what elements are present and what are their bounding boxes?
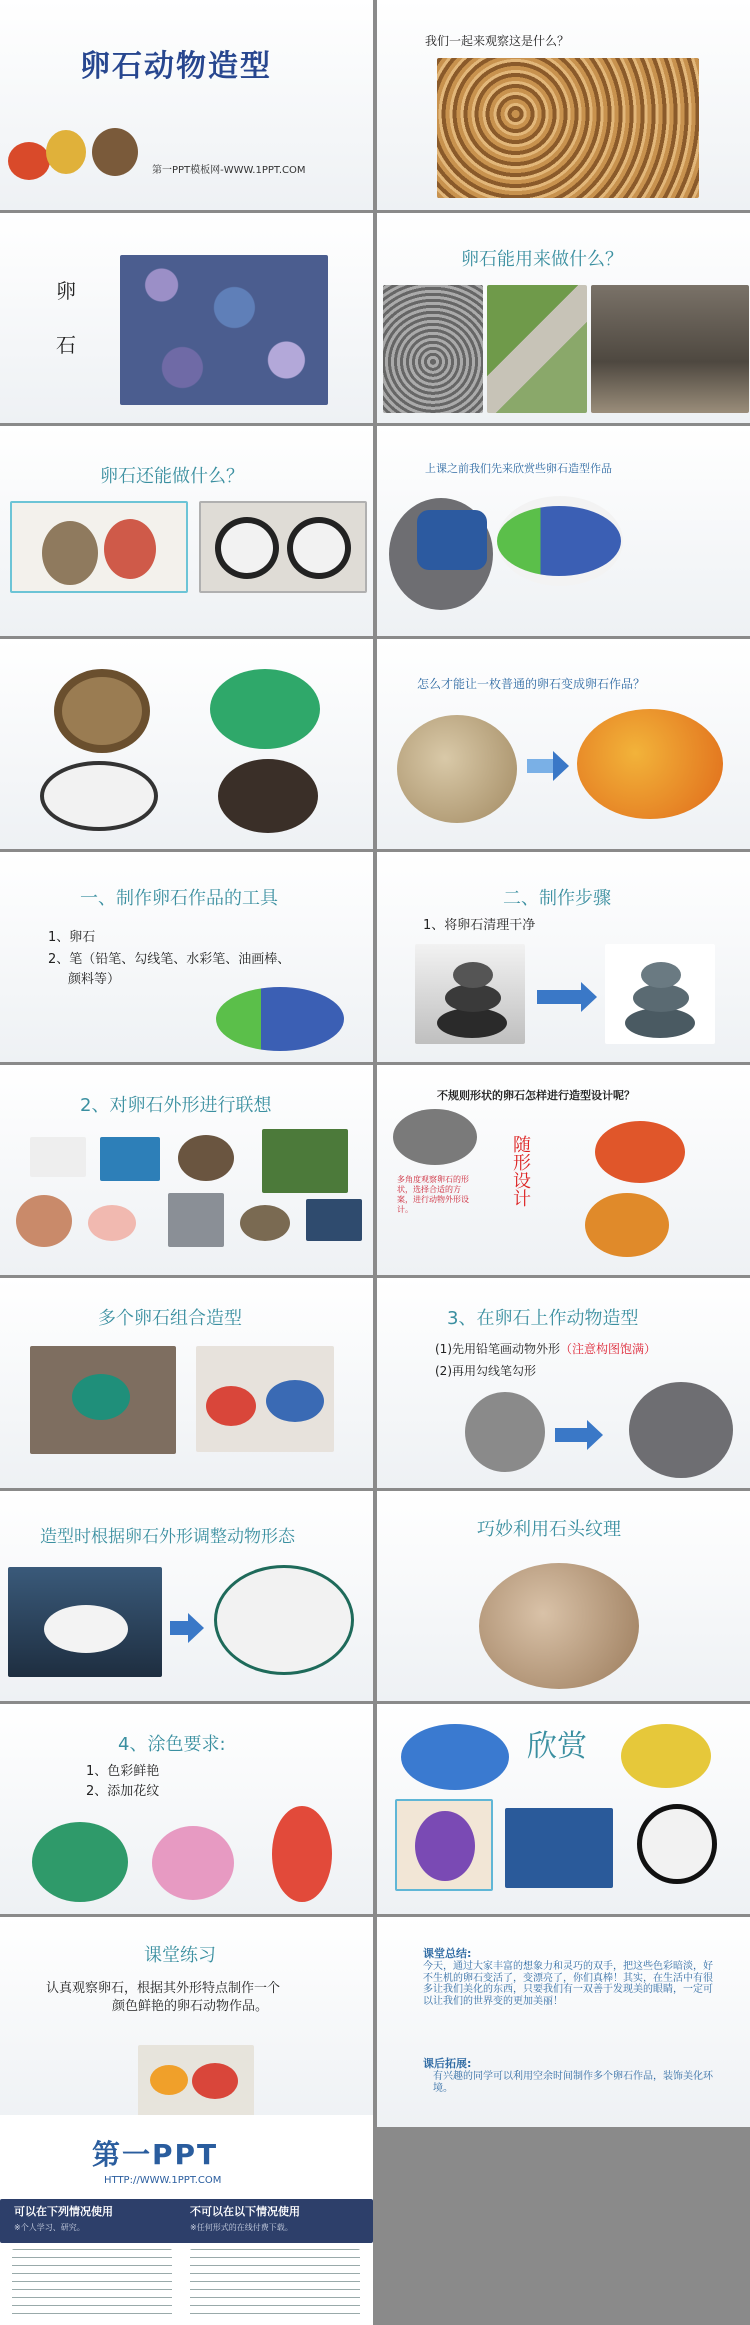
birds-stone-photo: [505, 1808, 613, 1888]
swan-stone: [214, 1565, 354, 1675]
colorful-stone: [272, 1806, 332, 1902]
elephant-stone: [401, 1724, 509, 1790]
tiger-stone: [621, 1724, 711, 1788]
plain-pebble: [397, 715, 517, 823]
slide-6: [377, 426, 750, 636]
painted-stone: [92, 128, 138, 176]
slide-heading: 不规则形状的卵石怎样进行造型设计呢？: [437, 1089, 635, 1102]
slide-heading: 2、对卵石外形进行联想: [80, 1095, 272, 1116]
slide-11: [0, 1065, 373, 1275]
elephant-photo: [168, 1193, 224, 1247]
exercise-text: 颜色鲜艳的卵石动物作品。: [112, 1999, 269, 2014]
usage-band: [0, 2199, 373, 2243]
pebble-mosaic-photo: [383, 285, 483, 413]
allowed-heading: 可以在下列情况使用: [14, 2205, 113, 2218]
swan-photo: [306, 1199, 362, 1241]
slide-heading: 上课之前我们先来欣赏些卵石造型作品: [425, 462, 612, 475]
slide-14: [377, 1278, 750, 1488]
vertical-label: 随形设计: [510, 1135, 531, 1207]
panda-stone: [637, 1804, 717, 1884]
snake-photo: [178, 1135, 234, 1181]
subtitle: 第一PPT模板网-WWW.1PPT.COM: [152, 165, 306, 176]
list-item: 2、添加花纹: [86, 1784, 160, 1799]
arrow-icon: [170, 1621, 190, 1635]
vertical-char-1: 卵: [56, 279, 76, 303]
animal-stone: [585, 1193, 669, 1257]
slide-heading: 课堂练习: [144, 1945, 216, 1966]
brand-logo: 第一PPT: [92, 2138, 219, 2171]
slide-heading: 造型时根据卵石外形调整动物形态: [40, 1527, 295, 1547]
fish-stone: [595, 1121, 685, 1183]
slide-3: [0, 213, 373, 423]
painted-fish-pebble: [577, 709, 723, 819]
empty-area: [377, 2130, 750, 2325]
instruction: (1)先用铅笔画动物外形（注意构图饱满）: [435, 1342, 657, 1356]
painted-stone: [46, 130, 86, 174]
slide-19: [0, 1917, 373, 2127]
slide-heading: 卵石还能做什么？: [100, 466, 244, 487]
slide-16: [377, 1491, 750, 1701]
colorful-stone: [152, 1826, 234, 1900]
swan-photo: [8, 1567, 162, 1677]
list-item: 2、笔（铅笔、勾线笔、水彩笔、油画棒、: [48, 952, 291, 967]
elephant-stone: [629, 1382, 733, 1478]
presentation-title: 卵石动物造型: [80, 49, 272, 84]
slide-5: [0, 426, 373, 636]
pebbles-photo: [437, 58, 699, 198]
pig-photo: [88, 1205, 136, 1241]
link-list-left: [12, 2249, 172, 2319]
link-list-right: [190, 2249, 360, 2319]
fish-stone: [497, 506, 621, 576]
slide-heading: 卵石能用来做什么？: [461, 249, 623, 270]
owl-stone-framed: [395, 1799, 493, 1891]
slide-10: [377, 852, 750, 1062]
slide-17: [0, 1704, 373, 1914]
slide-heading: 4、涂色要求:: [118, 1734, 226, 1755]
purple-pebbles-photo: [120, 255, 328, 405]
slide-12: [377, 1065, 750, 1275]
summary-heading: 课堂总结:: [423, 1947, 472, 1960]
slide-heading: 一、制作卵石作品的工具: [80, 888, 278, 909]
list-item: 颜料等）: [68, 972, 121, 987]
painted-stone: [8, 142, 50, 180]
dog-stone: [40, 761, 158, 831]
slide-heading: 3、在卵石上作动物造型: [447, 1308, 639, 1329]
textured-stone-photo: [479, 1563, 639, 1689]
elephant-ear: [417, 510, 487, 570]
list-item: 1、色彩鲜艳: [86, 1764, 160, 1779]
rock-photo: [393, 1109, 477, 1165]
hedgehog-photo: [240, 1205, 290, 1241]
turtle-stones-photo: [30, 1346, 176, 1454]
panda-stones-photo: [199, 501, 367, 593]
instruction: (2)再用勾线笔勾形: [435, 1364, 536, 1378]
panda-photo: [262, 1129, 348, 1193]
slide-4: [377, 213, 750, 423]
brand-url: HTTP://WWW.1PPT.COM: [104, 2175, 222, 2186]
slide-heading: 怎么才能让一枚普通的卵石变成卵石作品？: [417, 677, 646, 691]
pebble-path-photo: [487, 285, 587, 413]
dirty-stones-photo: [415, 944, 525, 1044]
summary-text: 今天，通过大家丰富的想象力和灵巧的双手，把这些色彩暗淡，好不生机的卵石变活了，变漂亮了，你们真棒！其实，在生活中有很多让我们美化的东西，只要我们有一双善于发现美的眼睛，一定可以让我们的世界变的更加美丽！: [423, 1961, 713, 2007]
slide-20: [377, 1917, 750, 2127]
design-note: 多角度观察卵石的形状，选择合适的方案，进行动物外形设计。: [397, 1175, 469, 1214]
cat-family-stone: [54, 669, 150, 753]
ladybug-stones: [210, 669, 320, 749]
slide-1-title: [0, 0, 373, 210]
footer-slide: [0, 2115, 373, 2325]
fish-stone: [216, 987, 344, 1051]
step-text: 1、将卵石清理干净: [423, 918, 536, 933]
extension-heading: 课后拓展:: [423, 2057, 472, 2070]
cat-photo: [30, 1137, 86, 1177]
slide-8: [377, 639, 750, 849]
question-text: 我们一起来观察这是什么？: [425, 34, 570, 48]
clean-stones-photo: [605, 944, 715, 1044]
stone-house-photo: [591, 285, 749, 413]
arrow-icon: [555, 1428, 589, 1442]
slide-heading: 多个卵石组合造型: [98, 1308, 242, 1329]
owl-stones-photo: [10, 501, 188, 593]
arrow-icon: [527, 759, 555, 773]
allowed-note: ※个人学习、研究。: [14, 2223, 85, 2232]
exercise-text: 认真观察卵石，根据其外形特点制作一个: [46, 1981, 281, 1996]
slide-heading: 巧妙利用石头纹理: [477, 1519, 621, 1540]
sketched-stone: [465, 1392, 545, 1472]
not-allowed-note: ※任何形式的在线付费下载。: [190, 2223, 293, 2232]
cats-stone: [218, 759, 318, 833]
list-item: 1、卵石: [48, 930, 96, 945]
painted-stones-photo: [138, 2045, 254, 2125]
slide-heading: 欣赏: [527, 1729, 587, 1764]
extension-text: 有兴趣的同学可以利用空余时间制作多个卵石作品，装饰美化环境。: [433, 2071, 713, 2094]
slide-18: [377, 1704, 750, 1914]
slide-13: [0, 1278, 373, 1488]
fish-stones-photo: [196, 1346, 334, 1452]
stone-photo: [16, 1195, 72, 1247]
slide-2: [377, 0, 750, 210]
arrow-icon: [537, 990, 583, 1004]
slide-7: [0, 639, 373, 849]
slide-heading: 二、制作步骤: [503, 888, 611, 909]
fish-photo: [100, 1137, 160, 1181]
colorful-stone: [32, 1822, 128, 1902]
slide-15: [0, 1491, 373, 1701]
not-allowed-heading: 不可以在以下情况使用: [190, 2205, 300, 2218]
slide-9: [0, 852, 373, 1062]
vertical-char-2: 石: [56, 333, 76, 357]
